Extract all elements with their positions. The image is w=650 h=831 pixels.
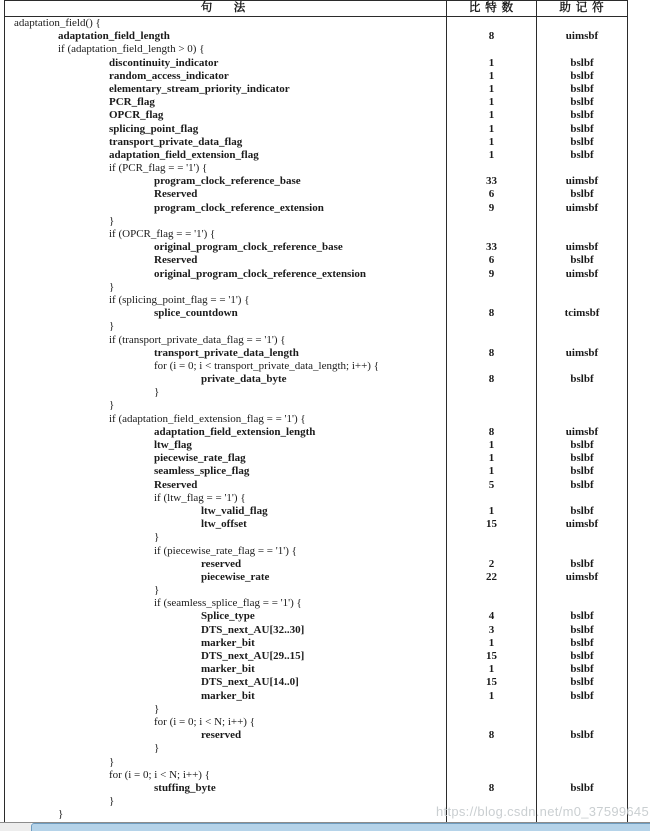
syntax-cell: } bbox=[109, 755, 115, 768]
syntax-cell: if (seamless_splice_flag = = '1') { bbox=[154, 597, 302, 610]
table-row bbox=[5, 254, 627, 267]
table-row bbox=[5, 439, 627, 452]
table-row bbox=[5, 347, 627, 360]
table-row bbox=[5, 624, 627, 637]
table-row bbox=[5, 676, 627, 689]
table-row bbox=[5, 294, 627, 307]
table-row bbox=[5, 149, 627, 162]
table-row bbox=[5, 136, 627, 149]
bits-cell: 1 bbox=[446, 123, 536, 136]
mnemonic-cell bbox=[536, 756, 627, 769]
mnemonic-cell bbox=[536, 531, 627, 544]
mnemonic-cell bbox=[536, 320, 627, 333]
bits-cell: 9 bbox=[446, 202, 536, 215]
mnemonic-cell bbox=[536, 545, 627, 558]
bits-cell: 1 bbox=[446, 70, 536, 83]
bits-cell: 1 bbox=[446, 136, 536, 149]
bits-cell: 6 bbox=[446, 254, 536, 267]
table-header-row bbox=[5, 1, 627, 17]
bits-cell: 6 bbox=[446, 188, 536, 201]
bits-cell bbox=[446, 228, 536, 241]
table-row bbox=[5, 320, 627, 333]
mnemonic-cell: bslbf bbox=[536, 558, 627, 571]
mnemonic-cell: bslbf bbox=[536, 123, 627, 136]
bits-cell: 2 bbox=[446, 558, 536, 571]
table-row bbox=[5, 545, 627, 558]
bits-cell bbox=[446, 162, 536, 175]
mnemonic-cell: uimsbf bbox=[536, 518, 627, 531]
bits-cell: 1 bbox=[446, 109, 536, 122]
syntax-cell: Reserved bbox=[154, 478, 198, 491]
table-row bbox=[5, 307, 627, 320]
bits-cell bbox=[446, 492, 536, 505]
bits-cell bbox=[446, 215, 536, 228]
mnemonic-cell bbox=[536, 597, 627, 610]
mnemonic-cell: bslbf bbox=[536, 452, 627, 465]
syntax-cell: PCR_flag bbox=[109, 96, 155, 109]
syntax-cell: adaptation_field_extension_flag bbox=[109, 148, 259, 161]
mnemonic-cell: uimsbf bbox=[536, 571, 627, 584]
mnemonic-cell: uimsbf bbox=[536, 241, 627, 254]
bits-cell: 8 bbox=[446, 307, 536, 320]
mnemonic-cell bbox=[536, 399, 627, 412]
syntax-cell: splicing_point_flag bbox=[109, 122, 199, 135]
syntax-cell: ltw_flag bbox=[154, 439, 192, 451]
column-header-mnemonic: 助 记 符 bbox=[536, 1, 627, 16]
scrollbar-corner bbox=[0, 823, 31, 831]
bits-cell bbox=[446, 43, 536, 56]
bits-cell: 1 bbox=[446, 149, 536, 162]
syntax-cell: stuffing_byte bbox=[154, 781, 216, 794]
bits-cell: 8 bbox=[446, 729, 536, 742]
table-row bbox=[5, 123, 627, 136]
syntax-cell: if (adaptation_field_extension_flag = = '1') { bbox=[109, 412, 306, 425]
mnemonic-cell bbox=[536, 742, 627, 755]
table-row bbox=[5, 386, 627, 399]
syntax-cell: } bbox=[154, 531, 160, 544]
table-row bbox=[5, 505, 627, 518]
table-row bbox=[5, 268, 627, 281]
mnemonic-cell bbox=[536, 413, 627, 426]
bits-cell: 8 bbox=[446, 782, 536, 795]
syntax-cell: } bbox=[154, 742, 160, 755]
syntax-cell: Reserved bbox=[154, 254, 198, 267]
syntax-cell: for (i = 0; i < N; i++) { bbox=[154, 715, 255, 728]
table-row bbox=[5, 729, 627, 742]
syntax-cell: } bbox=[154, 584, 160, 597]
mnemonic-cell: bslbf bbox=[536, 254, 627, 267]
mnemonic-cell bbox=[536, 386, 627, 399]
mnemonic-cell bbox=[536, 334, 627, 347]
syntax-cell: splice_countdown bbox=[154, 307, 238, 320]
bits-cell bbox=[446, 531, 536, 544]
syntax-cell: } bbox=[109, 214, 115, 227]
bits-cell bbox=[446, 281, 536, 294]
table-row bbox=[5, 162, 627, 175]
syntax-cell: } bbox=[109, 795, 115, 808]
syntax-cell: if (piecewise_rate_flag = = '1') { bbox=[154, 544, 297, 557]
syntax-cell: ltw_offset bbox=[201, 518, 247, 531]
bits-cell bbox=[446, 716, 536, 729]
mnemonic-cell: bslbf bbox=[536, 109, 627, 122]
bits-cell: 22 bbox=[446, 571, 536, 584]
syntax-cell: private_data_byte bbox=[201, 373, 287, 386]
syntax-cell: } bbox=[109, 399, 115, 412]
mnemonic-cell bbox=[536, 769, 627, 782]
table-row bbox=[5, 756, 627, 769]
table-row bbox=[5, 426, 627, 439]
syntax-cell: } bbox=[58, 808, 64, 821]
bits-cell bbox=[446, 769, 536, 782]
syntax-cell: original_program_clock_reference_base bbox=[154, 241, 343, 254]
table-row bbox=[5, 57, 627, 70]
bits-cell: 1 bbox=[446, 505, 536, 518]
table-row bbox=[5, 43, 627, 56]
syntax-cell: OPCR_flag bbox=[109, 109, 164, 122]
table-row bbox=[5, 650, 627, 663]
mnemonic-cell bbox=[536, 281, 627, 294]
table-row bbox=[5, 518, 627, 531]
bits-cell bbox=[446, 320, 536, 333]
syntax-cell: adaptation_field() { bbox=[14, 17, 101, 29]
table-row bbox=[5, 782, 627, 795]
table-row bbox=[5, 96, 627, 109]
syntax-cell: DTS_next_AU[29..15] bbox=[201, 650, 305, 662]
table-row bbox=[5, 281, 627, 294]
syntax-cell: marker_bit bbox=[201, 689, 255, 702]
bits-cell bbox=[446, 360, 536, 373]
table-row bbox=[5, 188, 627, 201]
table-row bbox=[5, 492, 627, 505]
bits-cell: 1 bbox=[446, 690, 536, 703]
bits-cell: 1 bbox=[446, 663, 536, 676]
table-row bbox=[5, 584, 627, 597]
mnemonic-cell: bslbf bbox=[536, 650, 627, 663]
mnemonic-cell: bslbf bbox=[536, 782, 627, 795]
mnemonic-cell: uimsbf bbox=[536, 175, 627, 188]
table-row bbox=[5, 175, 627, 188]
bits-cell bbox=[446, 545, 536, 558]
mnemonic-cell: bslbf bbox=[536, 610, 627, 623]
syntax-cell: if (adaptation_field_length > 0) { bbox=[58, 43, 205, 56]
syntax-cell: program_clock_reference_extension bbox=[154, 201, 324, 214]
table-row bbox=[5, 597, 627, 610]
syntax-cell: } bbox=[109, 280, 115, 293]
bits-cell bbox=[446, 756, 536, 769]
bits-cell: 8 bbox=[446, 426, 536, 439]
bits-cell bbox=[446, 597, 536, 610]
table-row bbox=[5, 228, 627, 241]
bits-cell: 8 bbox=[446, 30, 536, 43]
syntax-cell: seamless_splice_flag bbox=[154, 465, 250, 478]
mnemonic-cell bbox=[536, 17, 627, 30]
mnemonic-cell: uimsbf bbox=[536, 30, 627, 43]
mnemonic-cell: uimsbf bbox=[536, 426, 627, 439]
mnemonic-cell bbox=[536, 360, 627, 373]
bits-cell bbox=[446, 413, 536, 426]
mnemonic-cell bbox=[536, 703, 627, 716]
syntax-cell: program_clock_reference_base bbox=[154, 175, 301, 188]
table-row bbox=[5, 109, 627, 122]
table-row bbox=[5, 637, 627, 650]
mnemonic-cell: bslbf bbox=[536, 57, 627, 70]
mnemonic-cell: bslbf bbox=[536, 676, 627, 689]
syntax-cell: } bbox=[109, 320, 115, 333]
table-row bbox=[5, 742, 627, 755]
table-row bbox=[5, 373, 627, 386]
table-row bbox=[5, 465, 627, 478]
syntax-cell: marker_bit bbox=[201, 636, 255, 649]
bits-cell: 1 bbox=[446, 83, 536, 96]
mnemonic-cell: uimsbf bbox=[536, 202, 627, 215]
bits-cell: 1 bbox=[446, 465, 536, 478]
mnemonic-cell: uimsbf bbox=[536, 347, 627, 360]
syntax-cell: reserved bbox=[201, 557, 242, 570]
mnemonic-cell: bslbf bbox=[536, 439, 627, 452]
bits-cell: 3 bbox=[446, 624, 536, 637]
bits-cell bbox=[446, 584, 536, 597]
table-row bbox=[5, 452, 627, 465]
syntax-cell: piecewise_rate bbox=[201, 570, 270, 583]
mnemonic-cell bbox=[536, 228, 627, 241]
mnemonic-cell: bslbf bbox=[536, 465, 627, 478]
bits-cell: 1 bbox=[446, 439, 536, 452]
syntax-cell: } bbox=[154, 702, 160, 715]
bits-cell: 4 bbox=[446, 610, 536, 623]
bits-cell: 8 bbox=[446, 373, 536, 386]
watermark-url: https://blog.csdn.net/m0_37599645 bbox=[436, 804, 649, 819]
table-row bbox=[5, 479, 627, 492]
table-row bbox=[5, 531, 627, 544]
bits-cell bbox=[446, 17, 536, 30]
table-row bbox=[5, 202, 627, 215]
mnemonic-cell bbox=[536, 294, 627, 307]
mnemonic-cell: bslbf bbox=[536, 505, 627, 518]
table-row bbox=[5, 70, 627, 83]
syntax-cell: Splice_type bbox=[201, 610, 255, 623]
table-row bbox=[5, 334, 627, 347]
syntax-cell: elementary_stream_priority_indicator bbox=[109, 82, 290, 95]
syntax-cell: DTS_next_AU[14..0] bbox=[201, 676, 299, 689]
syntax-cell: for (i = 0; i < N; i++) { bbox=[109, 768, 210, 781]
mnemonic-cell: bslbf bbox=[536, 373, 627, 386]
table-row bbox=[5, 30, 627, 43]
column-header-bits: 比 特 数 bbox=[446, 1, 536, 16]
syntax-cell: if (ltw_flag = = '1') { bbox=[154, 491, 246, 504]
bits-cell bbox=[446, 386, 536, 399]
mnemonic-cell: bslbf bbox=[536, 624, 627, 637]
mnemonic-cell: tcimsbf bbox=[536, 307, 627, 320]
syntax-cell: if (OPCR_flag = = '1') { bbox=[109, 228, 216, 240]
mnemonic-cell bbox=[536, 716, 627, 729]
table-row bbox=[5, 17, 627, 30]
mnemonic-cell: bslbf bbox=[536, 96, 627, 109]
table-row bbox=[5, 610, 627, 623]
bits-cell bbox=[446, 334, 536, 347]
horizontal-scrollbar[interactable] bbox=[31, 823, 650, 831]
mnemonic-cell: uimsbf bbox=[536, 268, 627, 281]
syntax-cell: transport_private_data_flag bbox=[109, 135, 243, 148]
syntax-cell: transport_private_data_length bbox=[154, 346, 299, 359]
bits-cell: 15 bbox=[446, 676, 536, 689]
mnemonic-cell bbox=[536, 215, 627, 228]
syntax-cell: discontinuity_indicator bbox=[109, 56, 219, 69]
mnemonic-cell: bslbf bbox=[536, 70, 627, 83]
syntax-cell: ltw_valid_flag bbox=[201, 504, 268, 517]
table-row bbox=[5, 360, 627, 373]
syntax-cell: original_program_clock_reference_extension bbox=[154, 267, 367, 280]
syntax-cell: if (transport_private_data_flag = = '1') { bbox=[109, 333, 286, 346]
table-row bbox=[5, 241, 627, 254]
bits-cell bbox=[446, 399, 536, 412]
bits-cell bbox=[446, 703, 536, 716]
mnemonic-cell: bslbf bbox=[536, 637, 627, 650]
syntax-cell: Reserved bbox=[154, 188, 198, 201]
syntax-cell: if (PCR_flag = = '1') { bbox=[109, 162, 208, 175]
bits-cell: 1 bbox=[446, 96, 536, 109]
bits-cell: 15 bbox=[446, 650, 536, 663]
bits-cell: 8 bbox=[446, 347, 536, 360]
bits-cell bbox=[446, 742, 536, 755]
table-row bbox=[5, 769, 627, 782]
mnemonic-cell: bslbf bbox=[536, 690, 627, 703]
syntax-cell: adaptation_field_length bbox=[58, 30, 170, 43]
mnemonic-cell: bslbf bbox=[536, 136, 627, 149]
bits-cell: 9 bbox=[446, 268, 536, 281]
syntax-cell: for (i = 0; i < transport_private_data_length; i++) { bbox=[154, 359, 379, 372]
mnemonic-cell: bslbf bbox=[536, 479, 627, 492]
syntax-cell: if (splicing_point_flag = = '1') { bbox=[109, 293, 250, 306]
table-row bbox=[5, 663, 627, 676]
syntax-cell: reserved bbox=[201, 729, 242, 742]
bits-cell: 1 bbox=[446, 637, 536, 650]
table-row bbox=[5, 399, 627, 412]
syntax-cell: adaptation_field_extension_length bbox=[154, 425, 316, 438]
bits-cell: 15 bbox=[446, 518, 536, 531]
mnemonic-cell: bslbf bbox=[536, 729, 627, 742]
table-row bbox=[5, 558, 627, 571]
table-row bbox=[5, 690, 627, 703]
table-row bbox=[5, 215, 627, 228]
table-row bbox=[5, 716, 627, 729]
table-row bbox=[5, 83, 627, 96]
syntax-cell: DTS_next_AU[32..30] bbox=[201, 623, 305, 636]
mnemonic-cell: bslbf bbox=[536, 663, 627, 676]
table-row bbox=[5, 571, 627, 584]
syntax-cell: } bbox=[154, 386, 160, 399]
mnemonic-cell: bslbf bbox=[536, 188, 627, 201]
bits-cell: 1 bbox=[446, 57, 536, 70]
mnemonic-cell bbox=[536, 43, 627, 56]
bits-cell: 33 bbox=[446, 175, 536, 188]
bits-cell: 33 bbox=[446, 241, 536, 254]
mnemonic-cell: bslbf bbox=[536, 149, 627, 162]
table-body bbox=[5, 17, 627, 831]
syntax-cell: piecewise_rate_flag bbox=[154, 452, 246, 465]
table-row bbox=[5, 703, 627, 716]
bits-cell: 5 bbox=[446, 479, 536, 492]
bits-cell bbox=[446, 294, 536, 307]
syntax-cell: random_access_indicator bbox=[109, 69, 229, 82]
mnemonic-cell bbox=[536, 162, 627, 175]
syntax-cell: marker_bit bbox=[201, 663, 255, 676]
mnemonic-cell bbox=[536, 584, 627, 597]
table-row bbox=[5, 413, 627, 426]
mnemonic-cell: bslbf bbox=[536, 83, 627, 96]
adaptation-field-syntax-table bbox=[4, 0, 628, 831]
bits-cell: 1 bbox=[446, 452, 536, 465]
column-header-syntax: 句 法 bbox=[200, 2, 251, 14]
mnemonic-cell bbox=[536, 492, 627, 505]
